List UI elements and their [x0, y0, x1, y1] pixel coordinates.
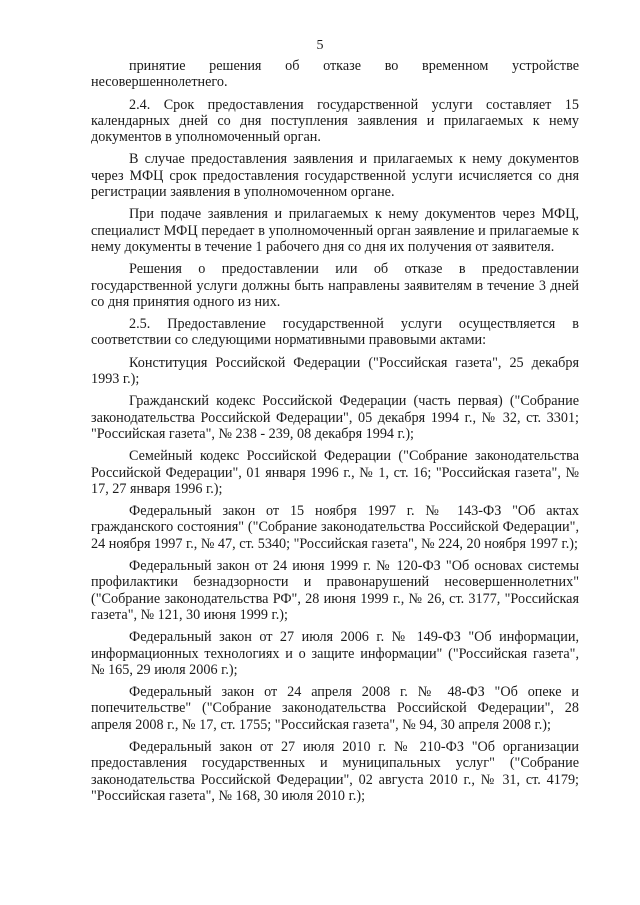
document-body: [91, 58, 579, 810]
legal-act-family-code: Семейный кодекс Российской Федерации ("Собрание законодательства Российской Федерации", 01 января 1996 г., № 1, ст. 16; "Российская газета", № 17, 27 января 1996 г.);: [91, 448, 579, 497]
paragraph-mfc-transfer: При подаче заявления и прилагаемых к нему документов через МФЦ, специалист МФЦ передает в уполномоченный орган заявление и прилагаемые к нему документы в течение 1 рабочего дня со дня их получения от заявителя.: [91, 206, 579, 255]
legal-act-constitution: Конституция Российской Федерации ("Российская газета", 25 декабря 1993 г.);: [91, 354, 579, 388]
paragraph-decision-notification: Решения о предоставлении или об отказе в предоставлении государственной услуги должны быть направлены заявителям в течение 3 дней со дня принятия одного из них.: [91, 261, 579, 310]
legal-act-public-services-law: Федеральный закон от 27 июля 2010 г. № 210-ФЗ "Об организации предоставления государственных и муниципальных услуг" ("Собрание законодательства Российской Федерации", 02 августа 2010 г., № 31, ст. 4179; "Российская газета", № 168, 30 июля 2010 г.);: [91, 738, 579, 804]
page-number: 5: [316, 38, 324, 53]
legal-act-delinquency-prevention-law: Федеральный закон от 24 июня 1999 г. № 120-ФЗ "Об основах системы профилактики безнадзорности и правонарушений несовершеннолетних" ("Собрание законодательства РФ", 28 июня 1999 г., № 26, ст. 3177, "Российская газета", № 121, 30 июня 1999 г.);: [91, 558, 579, 623]
paragraph-refusal-decision: принятие решения об отказе во временном устройстве несовершеннолетнего.: [91, 58, 579, 91]
legal-act-civil-status-law: Федеральный закон от 15 ноября 1997 г. № 143-ФЗ "Об актах гражданского состояния" ("Собрание законодательства Российской Федерации", 24 ноября 1997 г., № 47, ст. 5340; "Российская газета", № 224, 20 ноября 1997 г.);: [91, 503, 579, 552]
legal-act-civil-code: Гражданский кодекс Российской Федерации (часть первая) ("Собрание законодательства Российской Федерации", 05 декабря 1994 г., № 32, ст. 3301; "Российская газета", № 238 - 239, 08 декабря 1994 г.);: [91, 393, 579, 442]
paragraph-2-4-service-term: 2.4. Срок предоставления государственной услуги составляет 15 календарных дней со дня поступления заявления и прилагаемых к нему документов в уполномоченный орган.: [91, 96, 579, 146]
paragraph-2-5-legal-basis: 2.5. Предоставление государственной услуги осуществляется в соответствии со следующими нормативными правовыми актами:: [91, 316, 579, 349]
paragraph-mfc-term: В случае предоставления заявления и прилагаемых к нему документов через МФЦ срок предоставления государственной услуги исчисляется со дня регистрации заявления в уполномоченном органе.: [91, 151, 579, 201]
legal-act-information-law: Федеральный закон от 27 июля 2006 г. № 149-ФЗ "Об информации, информационных технологиях и о защите информации" ("Российская газета", № 165, 29 июля 2006 г.);: [91, 629, 579, 678]
legal-act-guardianship-law: Федеральный закон от 24 апреля 2008 г. № 48-ФЗ "Об опеке и попечительстве" ("Собрание законодательства Российской Федерации", 28 апреля 2008 г., № 17, ст. 1755; "Российская газета", № 94, 30 апреля 2008 г.);: [91, 684, 579, 733]
